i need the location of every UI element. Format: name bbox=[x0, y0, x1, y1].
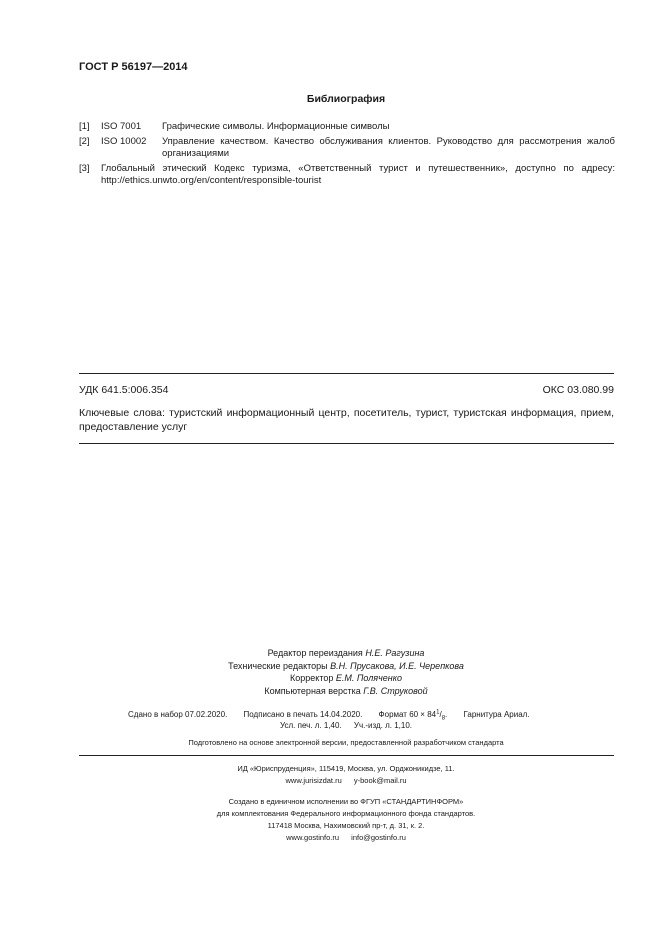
bib-text: Управление качеством. Качество обслуживания клиентов. Руководство для рассмотрения жалоб организациями bbox=[162, 136, 615, 159]
credit-label: Компьютерная верстка bbox=[264, 685, 361, 696]
credit-tech bbox=[0, 660, 661, 673]
signed-date: Подписано в печать 14.04.2020. bbox=[243, 709, 363, 719]
bib-number: [1] bbox=[79, 121, 90, 132]
bibliography-item bbox=[79, 136, 615, 160]
credits bbox=[0, 647, 661, 697]
created-info bbox=[0, 796, 661, 844]
bib-text: Графические символы. Информационные символы bbox=[162, 121, 390, 132]
credit-person: Н.Е. Рагузина bbox=[365, 648, 425, 658]
classification-row bbox=[79, 384, 614, 396]
created-address: 117418 Москва, Нахимовский пр-т, д. 31, к. 2. bbox=[267, 821, 425, 830]
publisher-info bbox=[0, 763, 661, 787]
publication-info bbox=[128, 709, 568, 721]
format-denominator: 8 bbox=[441, 715, 446, 722]
format-numerator: 1 bbox=[436, 709, 440, 715]
created-contacts bbox=[0, 832, 661, 844]
publisher-email-link[interactable]: y-book@mail.ru bbox=[353, 776, 407, 785]
publisher-contacts bbox=[0, 775, 661, 787]
divider bbox=[79, 443, 614, 444]
credit-person: Г.В. Струковой bbox=[363, 685, 428, 696]
created-line: для комплектования Федерального информационного фонда стандартов. bbox=[216, 809, 476, 818]
credit-label: Корректор bbox=[290, 673, 334, 683]
print-sheets: Усл. печ. л. 1,40. bbox=[279, 721, 342, 730]
format-label: Формат 60 × 84 bbox=[378, 709, 437, 719]
credit-person: Е.М. Поляченко bbox=[335, 673, 402, 683]
bib-number: [3] bbox=[79, 163, 90, 174]
bib-code: ISO 7001 bbox=[101, 121, 142, 132]
gostinfo-email-link[interactable]: info@gostinfo.ru bbox=[351, 833, 406, 842]
bib-text: Глобальный этический Кодекс туризма, «Ответственный турист и путешественник», доступно по адресу: http://ethics.unwto.org/en/content/responsible-tourist bbox=[101, 163, 615, 186]
format: Формат $60 \times 84^1/_8$. bbox=[378, 709, 448, 722]
bibliography-item bbox=[79, 121, 615, 133]
publisher-address: ИД «Юриспруденция», 115419, Москва, ул. Орджоникидзе, 11. bbox=[237, 764, 455, 773]
credit-person: В.Н. Прусакова, И.Е. Черепкова bbox=[330, 660, 464, 671]
sheet-info bbox=[0, 721, 661, 730]
typeset-date: Сдано в набор 07.02.2020. bbox=[128, 709, 228, 719]
divider bbox=[79, 755, 614, 756]
bibliography-list bbox=[79, 121, 615, 190]
keywords: Ключевые слова: туристский информационный центр, посетитель, турист, туристская информация, прием, предоставление услуг bbox=[79, 407, 614, 433]
bibliography-item bbox=[79, 163, 615, 187]
bib-code: ISO 10002 bbox=[101, 136, 147, 147]
pub-sheets: Уч.-изд. л. 1,10. bbox=[353, 721, 413, 730]
credit-corrector bbox=[0, 672, 661, 685]
created-line: Создано в единичном исполнении во ФГУП «СТАНДАРТИНФОРМ» bbox=[228, 797, 464, 806]
oks-code: ОКС 03.080.99 bbox=[542, 384, 614, 396]
credit-label: Редактор переиздания bbox=[267, 648, 363, 658]
gostinfo-site-link[interactable]: www.gostinfo.ru bbox=[286, 833, 340, 842]
standard-code: ГОСТ Р 56197—2014 bbox=[79, 61, 188, 73]
credit-label: Технические редакторы bbox=[228, 660, 328, 671]
publisher-site-link[interactable]: www.jurisizdat.ru bbox=[285, 776, 342, 785]
udk-code: УДК 641.5:006.354 bbox=[79, 384, 169, 396]
bibliography-title: Библиография bbox=[306, 93, 386, 105]
bib-number: [2] bbox=[79, 136, 90, 147]
divider bbox=[79, 373, 614, 374]
credit-layout bbox=[0, 685, 661, 698]
font-info: Гарнитура Ариал. bbox=[463, 709, 530, 719]
credit-editor bbox=[0, 647, 661, 660]
prepared-note: Подготовлено на основе электронной версии, предоставленной разработчиком стандарта bbox=[188, 738, 504, 747]
